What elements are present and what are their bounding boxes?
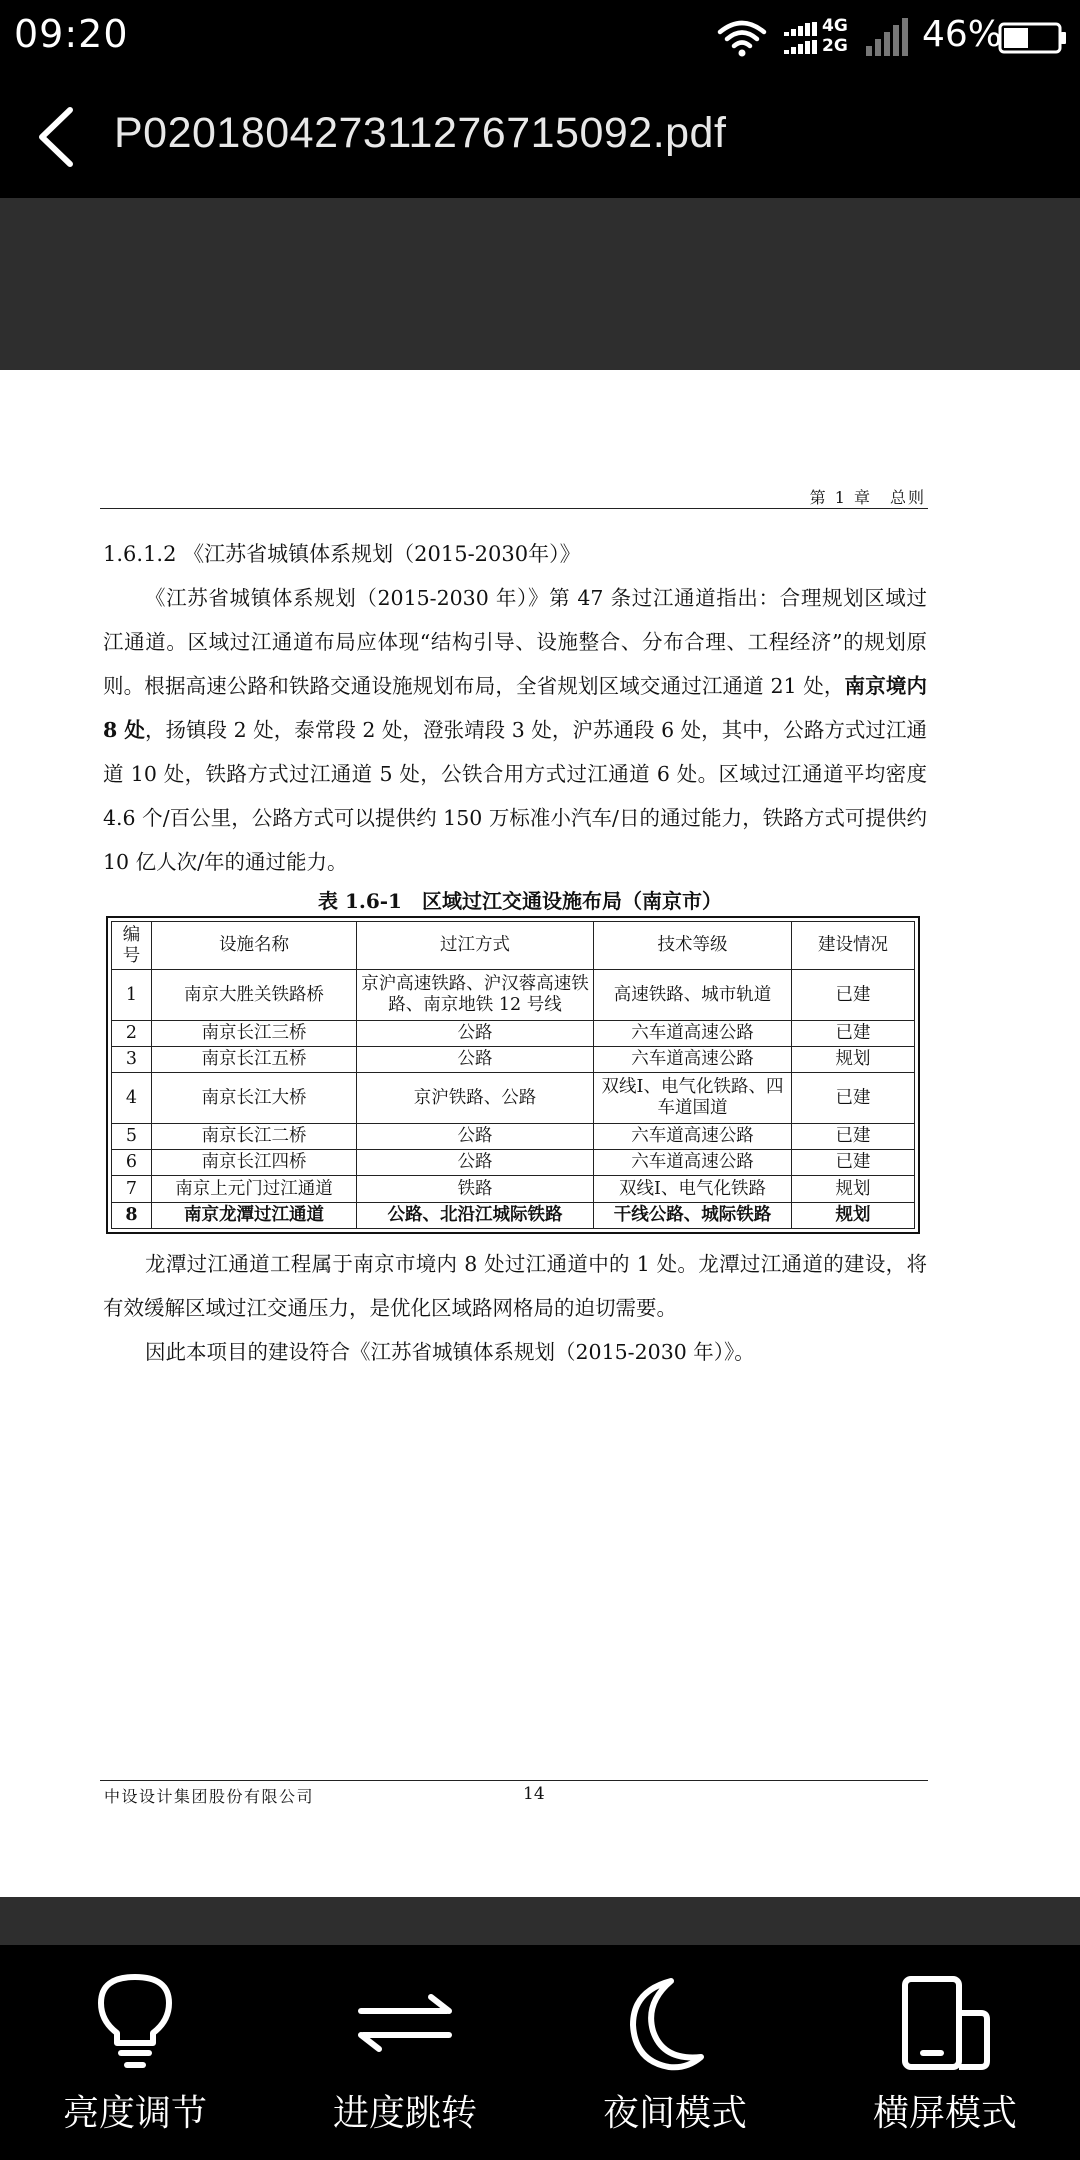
header-rule bbox=[100, 508, 928, 509]
table-cell: 六车道高速公路 bbox=[594, 1047, 792, 1073]
rotate-icon bbox=[895, 1973, 995, 2073]
file-title: P020180427311276715092.pdf bbox=[114, 109, 727, 157]
network-4g-label: 4G bbox=[822, 16, 848, 36]
crossing-table bbox=[106, 916, 920, 1234]
table-row bbox=[112, 1202, 915, 1228]
paragraph-3: 因此本项目的建设符合《江苏省城镇体系规划（2015-2030 年）》。 bbox=[145, 1340, 755, 1364]
signal-sim2-icon bbox=[866, 18, 908, 56]
title-bar bbox=[0, 76, 1080, 198]
paragraph-1-text-a: 《江苏省城镇体系规划（2015-2030 年）》第 47 条过江通道指出：合理规划区域过江通道。区域过江通道布局应体现“结构引导、设施整合、分布合理、工程经济”的规划原则。根据高速公路和铁路交通设施规划布局，全省规划区域交通过江通道 21 处， bbox=[103, 586, 927, 698]
table-caption: 表 1.6-1 区域过江交通设施布局（南京市） bbox=[318, 889, 722, 913]
section-heading: 1.6.1.2 《江苏省城镇体系规划（2015-2030年）》 bbox=[103, 542, 581, 566]
paragraph-1-bold: 南京境内 8 处 bbox=[103, 674, 927, 742]
table-cell: 南京长江二桥 bbox=[152, 1123, 357, 1149]
brightness-label: 亮度调节 bbox=[62, 2093, 207, 2134]
table-cell: 4 bbox=[112, 1073, 152, 1123]
table-cell: 六车道高速公路 bbox=[594, 1020, 792, 1046]
paragraph-1-text-b: ，扬镇段 2 处，泰常段 2 处，澄张靖段 3 处，沪苏通段 6 处，其中，公路方式过江通道 10 处，铁路方式过江通道 5 处，公铁合用方式过江通道 6 处。区域过江通道平均密度 4.6 个/百公里，公路方式可以提供约 150 万标准小汽车/日的通过能力，铁路方式可提供约 10 亿人次/年的通过能力。 bbox=[103, 718, 927, 874]
table-cell: 1 bbox=[112, 970, 152, 1020]
table-header-cell: 设施名称 bbox=[152, 922, 357, 970]
table-cell: 干线公路、城际铁路 bbox=[594, 1202, 792, 1228]
table-row bbox=[112, 1047, 915, 1073]
status-bar bbox=[0, 0, 1080, 76]
table-cell: 南京上元门过江通道 bbox=[152, 1176, 357, 1202]
table-row bbox=[112, 1123, 915, 1149]
paragraph-1 bbox=[103, 576, 927, 884]
bulb-icon bbox=[85, 1973, 185, 2073]
landscape-mode-button[interactable] bbox=[810, 1945, 1080, 2160]
table-cell: 南京大胜关铁路桥 bbox=[152, 970, 357, 1020]
progress-jump-button[interactable] bbox=[270, 1945, 540, 2160]
footer-company: 中设设计集团股份有限公司 bbox=[104, 1787, 315, 1806]
moon-icon bbox=[625, 1973, 725, 2073]
table-header-cell: 过江方式 bbox=[357, 922, 594, 970]
table-row bbox=[112, 970, 915, 1020]
table-cell: 已建 bbox=[792, 1020, 915, 1046]
table-cell: 2 bbox=[112, 1020, 152, 1046]
night-mode-label: 夜间模式 bbox=[602, 2093, 747, 2134]
paragraph-2: 龙潭过江通道工程属于南京市境内 8 处过江通道中的 1 处。龙潭过江通道的建设，将有效缓解区域过江交通压力，是优化区域路网格局的迫切需要。 bbox=[103, 1252, 927, 1320]
pdf-page[interactable] bbox=[0, 370, 1080, 1897]
table-cell: 双线Ⅰ、电气化铁路、四车道国道 bbox=[594, 1073, 792, 1123]
back-arrow-icon[interactable] bbox=[34, 106, 78, 168]
table-header-cell: 建设情况 bbox=[792, 922, 915, 970]
table-cell: 已建 bbox=[792, 1150, 915, 1176]
page-number: 14 bbox=[523, 1784, 545, 1804]
battery-icon bbox=[998, 22, 1068, 54]
table-cell: 南京长江四桥 bbox=[152, 1150, 357, 1176]
table-cell: 公路 bbox=[357, 1020, 594, 1046]
table-row bbox=[112, 1176, 915, 1202]
table-cell: 规划 bbox=[792, 1176, 915, 1202]
signal-sim1-icon bbox=[784, 22, 820, 56]
table-cell: 六车道高速公路 bbox=[594, 1123, 792, 1149]
table-cell: 已建 bbox=[792, 1073, 915, 1123]
table-row bbox=[112, 1073, 915, 1123]
status-time: 09:20 bbox=[14, 12, 129, 56]
table-cell: 南京长江五桥 bbox=[152, 1047, 357, 1073]
viewer-background-bottom bbox=[0, 1897, 1080, 1945]
battery-percent: 46% bbox=[922, 14, 1003, 55]
table-cell: 铁路 bbox=[357, 1176, 594, 1202]
table-header-cell: 编号 bbox=[112, 922, 152, 970]
table-row bbox=[112, 1150, 915, 1176]
arrows-icon bbox=[355, 1973, 455, 2073]
table-cell: 南京龙潭过江通道 bbox=[152, 1202, 357, 1228]
bottom-toolbar bbox=[0, 1945, 1080, 2160]
footer-rule bbox=[100, 1780, 928, 1781]
table-cell: 规划 bbox=[792, 1047, 915, 1073]
viewer-background-top bbox=[0, 198, 1080, 370]
table-row bbox=[112, 1020, 915, 1046]
running-head: 第 1 章 总则 bbox=[809, 488, 926, 507]
table-cell: 已建 bbox=[792, 1123, 915, 1149]
table-cell: 双线Ⅰ、电气化铁路 bbox=[594, 1176, 792, 1202]
table-cell: 5 bbox=[112, 1123, 152, 1149]
table-cell: 公路 bbox=[357, 1123, 594, 1149]
table-header-row bbox=[112, 922, 915, 970]
table-cell: 公路 bbox=[357, 1047, 594, 1073]
table-cell: 已建 bbox=[792, 970, 915, 1020]
table-cell: 3 bbox=[112, 1047, 152, 1073]
table-cell: 京沪高速铁路、沪汉蓉高速铁路、南京地铁 12 号线 bbox=[357, 970, 594, 1020]
wifi-icon bbox=[716, 18, 768, 58]
table-header-cell: 技术等级 bbox=[594, 922, 792, 970]
table-cell: 8 bbox=[112, 1202, 152, 1228]
table-cell: 高速铁路、城市轨道 bbox=[594, 970, 792, 1020]
brightness-button[interactable] bbox=[0, 1945, 270, 2160]
table-cell: 京沪铁路、公路 bbox=[357, 1073, 594, 1123]
progress-jump-label: 进度跳转 bbox=[332, 2093, 477, 2134]
table-cell: 六车道高速公路 bbox=[594, 1150, 792, 1176]
table-cell: 公路、北沿江城际铁路 bbox=[357, 1202, 594, 1228]
table-cell: 7 bbox=[112, 1176, 152, 1202]
table-cell: 规划 bbox=[792, 1202, 915, 1228]
night-mode-button[interactable] bbox=[540, 1945, 810, 2160]
landscape-mode-label: 横屏模式 bbox=[872, 2093, 1017, 2134]
table-cell: 6 bbox=[112, 1150, 152, 1176]
network-2g-label: 2G bbox=[822, 36, 848, 56]
table-cell: 南京长江大桥 bbox=[152, 1073, 357, 1123]
table-cell: 南京长江三桥 bbox=[152, 1020, 357, 1046]
table-cell: 公路 bbox=[357, 1150, 594, 1176]
